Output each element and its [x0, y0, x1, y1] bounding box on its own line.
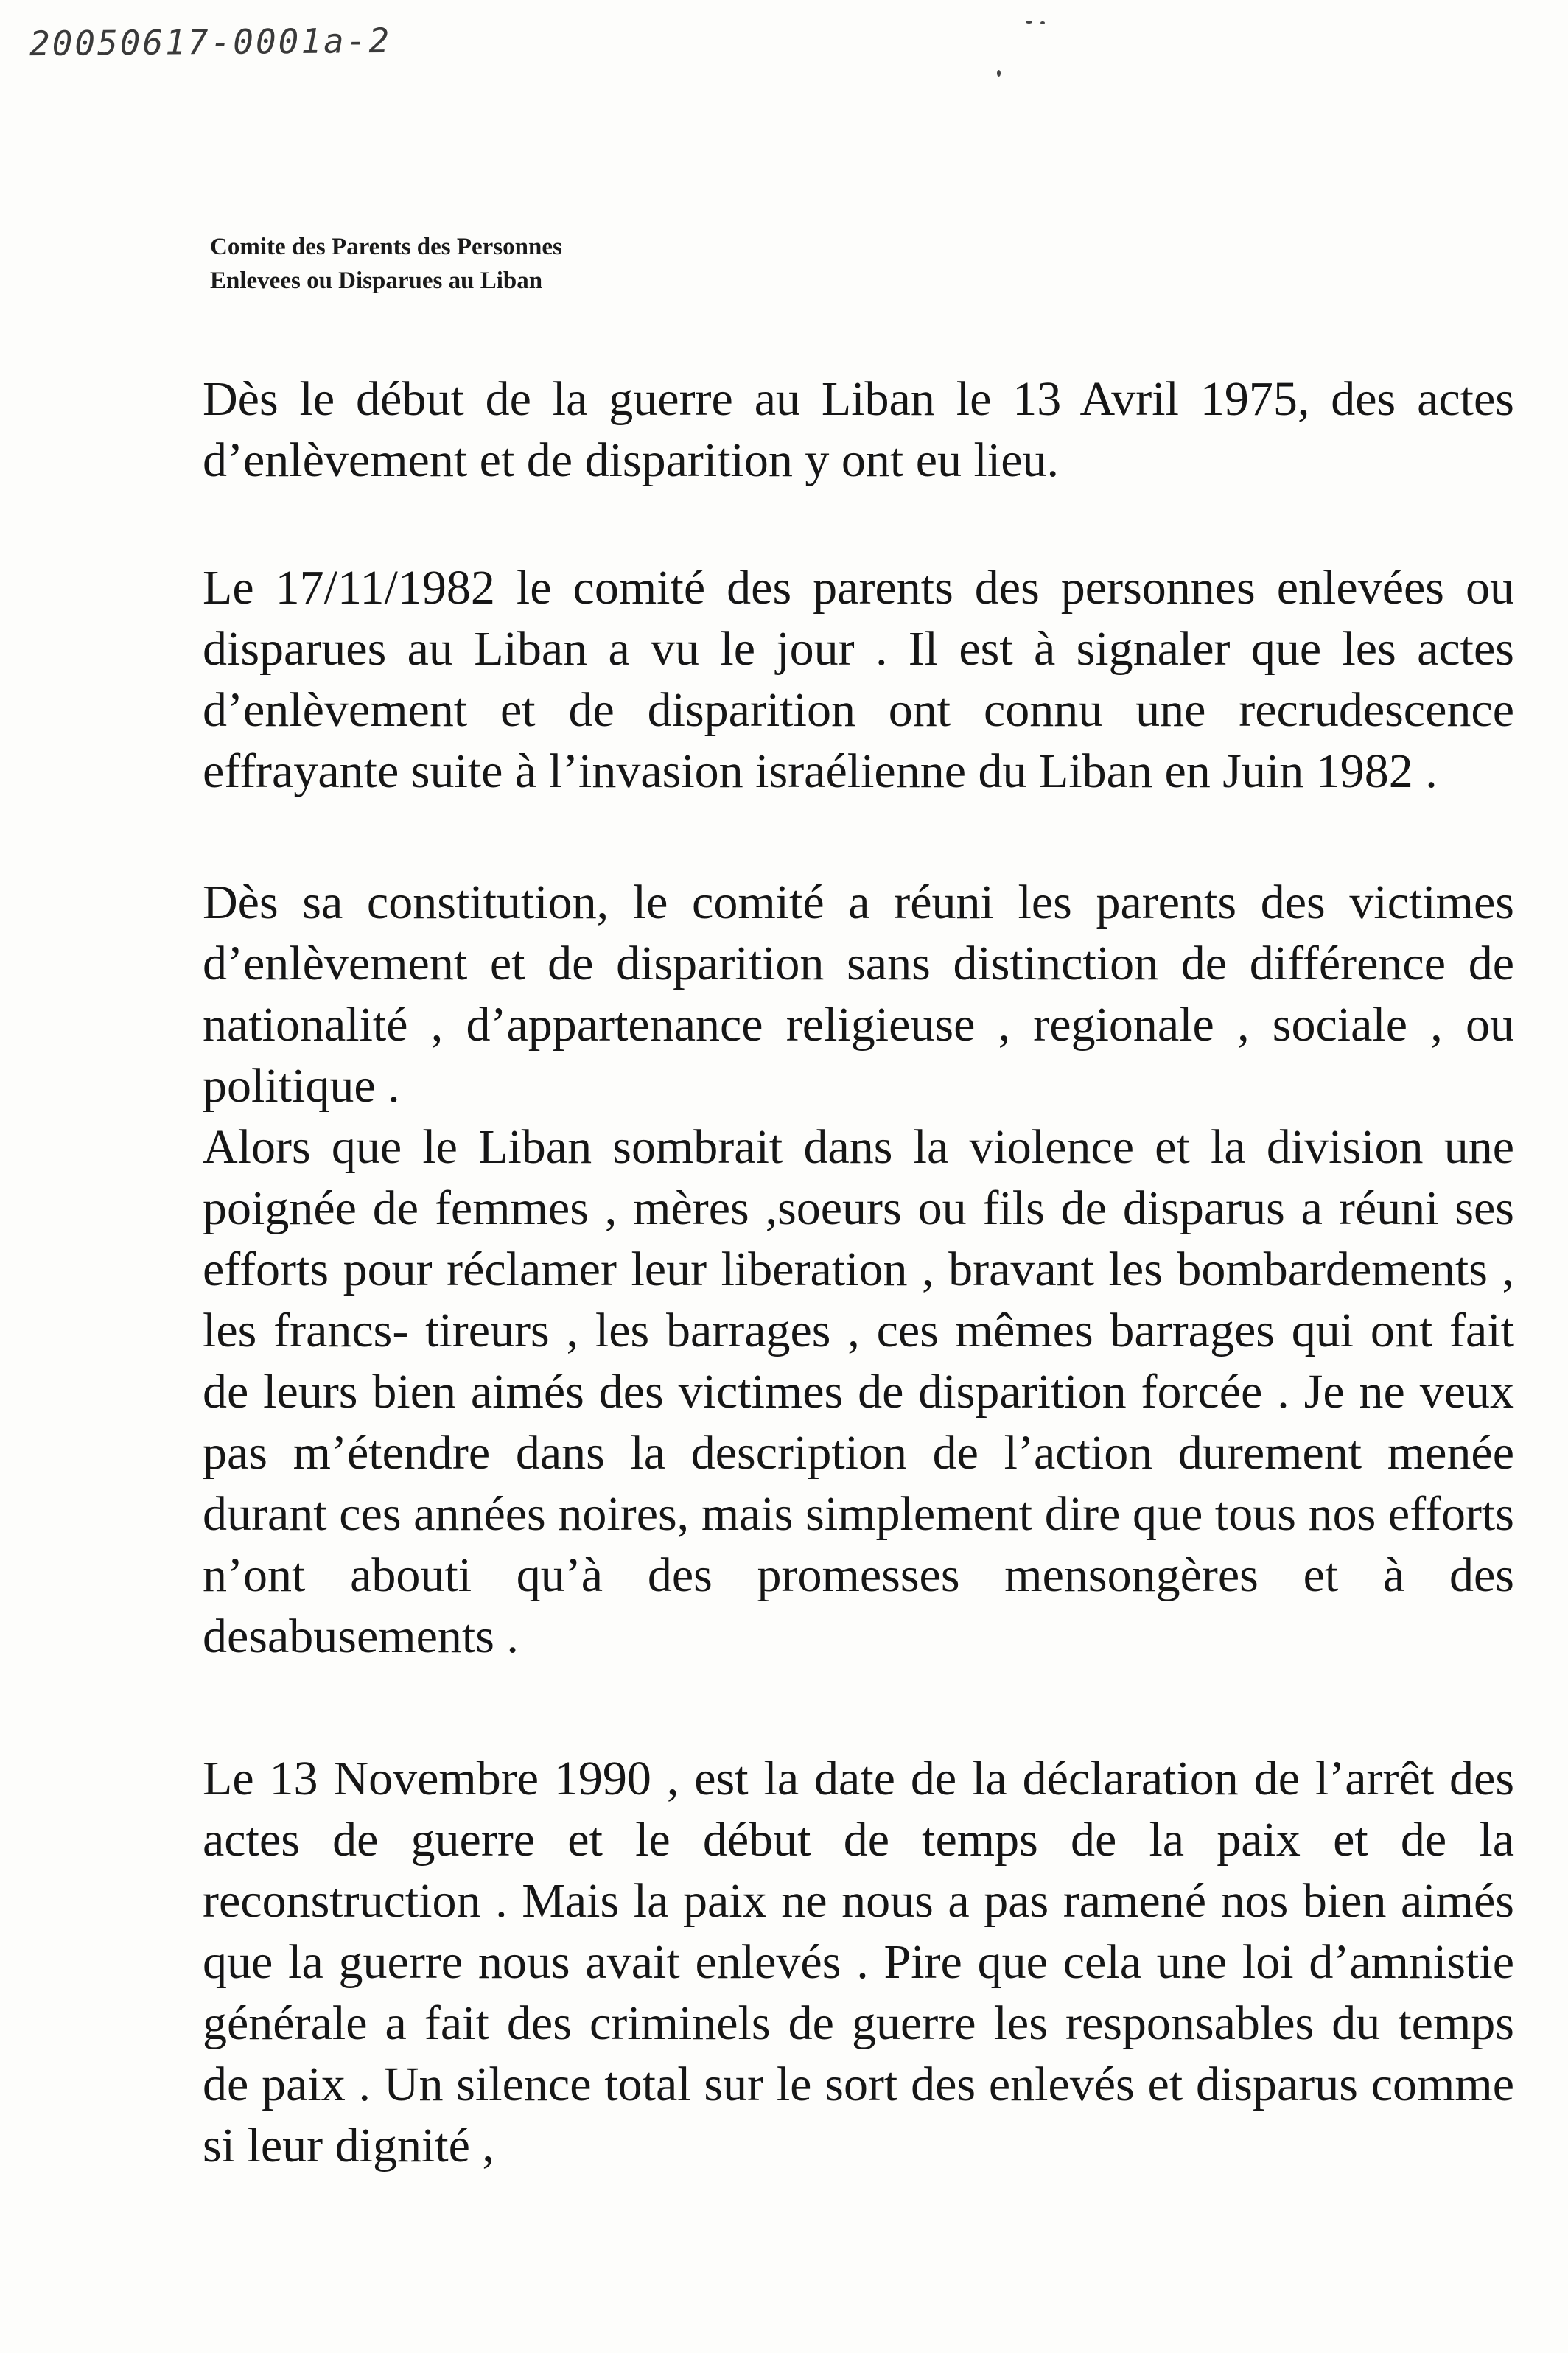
paragraph: Le 13 Novembre 1990 , est la date de la déclaration de l’arrêt des actes de guerre et le début de temps de la paix et de la reconstruction . Mais la paix ne nous a pas ramené nos bien aimés que la guerre nous avait enlevés . Pire que cela une loi d’amnistie générale a fait des criminels de guerre les responsables du temps de paix . Un silence total sur le sort des enlevés et disparus comme si leur dignité , — [203, 1752, 1514, 2172]
handwritten-reference-number: 20050617-0001a-2 — [29, 20, 392, 64]
paragraph: Le 17/11/1982 le comité des parents des personnes enlevées ou disparues au Liban a vu le jour . Il est à signaler que les actes d’enlèvement et de disparition ont connu une recrudescence effrayante suite à l’invasion israélienne du Liban en Juin 1982 . — [203, 561, 1514, 798]
organization-header — [210, 230, 562, 298]
header-line-2: Enlevees ou Disparues au Liban — [210, 268, 543, 294]
paragraph: Alors que le Liban sombrait dans la violence et la division une poignée de femmes , mères ,soeurs ou fils de disparus a réuni ses efforts pour réclamer leur liberation , bravant les bombardements , les francs- tireurs , les barrages , ces mêmes barrages qui ont fait de leurs bien aimés des victimes de disparition forcée . Je ne veux pas m’étendre dans la description de l’action durement menée durant ces années noires, mais simplement dire que tous nos efforts n’ont abouti qu’à des promesses mensongères et à des desabusements . — [203, 1120, 1514, 1663]
scan-speck — [1040, 21, 1045, 24]
scan-speck — [1026, 21, 1032, 24]
paragraph: Dès sa constitution, le comité a réuni les parents des victimes d’enlèvement et de disparition sans distinction de différence de nationalité , d’appartenance religieuse , regionale , sociale , ou politique . — [203, 875, 1514, 1113]
header-line-1: Comite des Parents des Personnes — [210, 234, 562, 260]
letter-body — [203, 368, 1514, 2176]
scan-speck — [997, 70, 1001, 77]
paragraph: Dès le début de la guerre au Liban le 13 Avril 1975, des actes d’enlèvement et de disparition y ont eu lieu. — [203, 372, 1514, 487]
